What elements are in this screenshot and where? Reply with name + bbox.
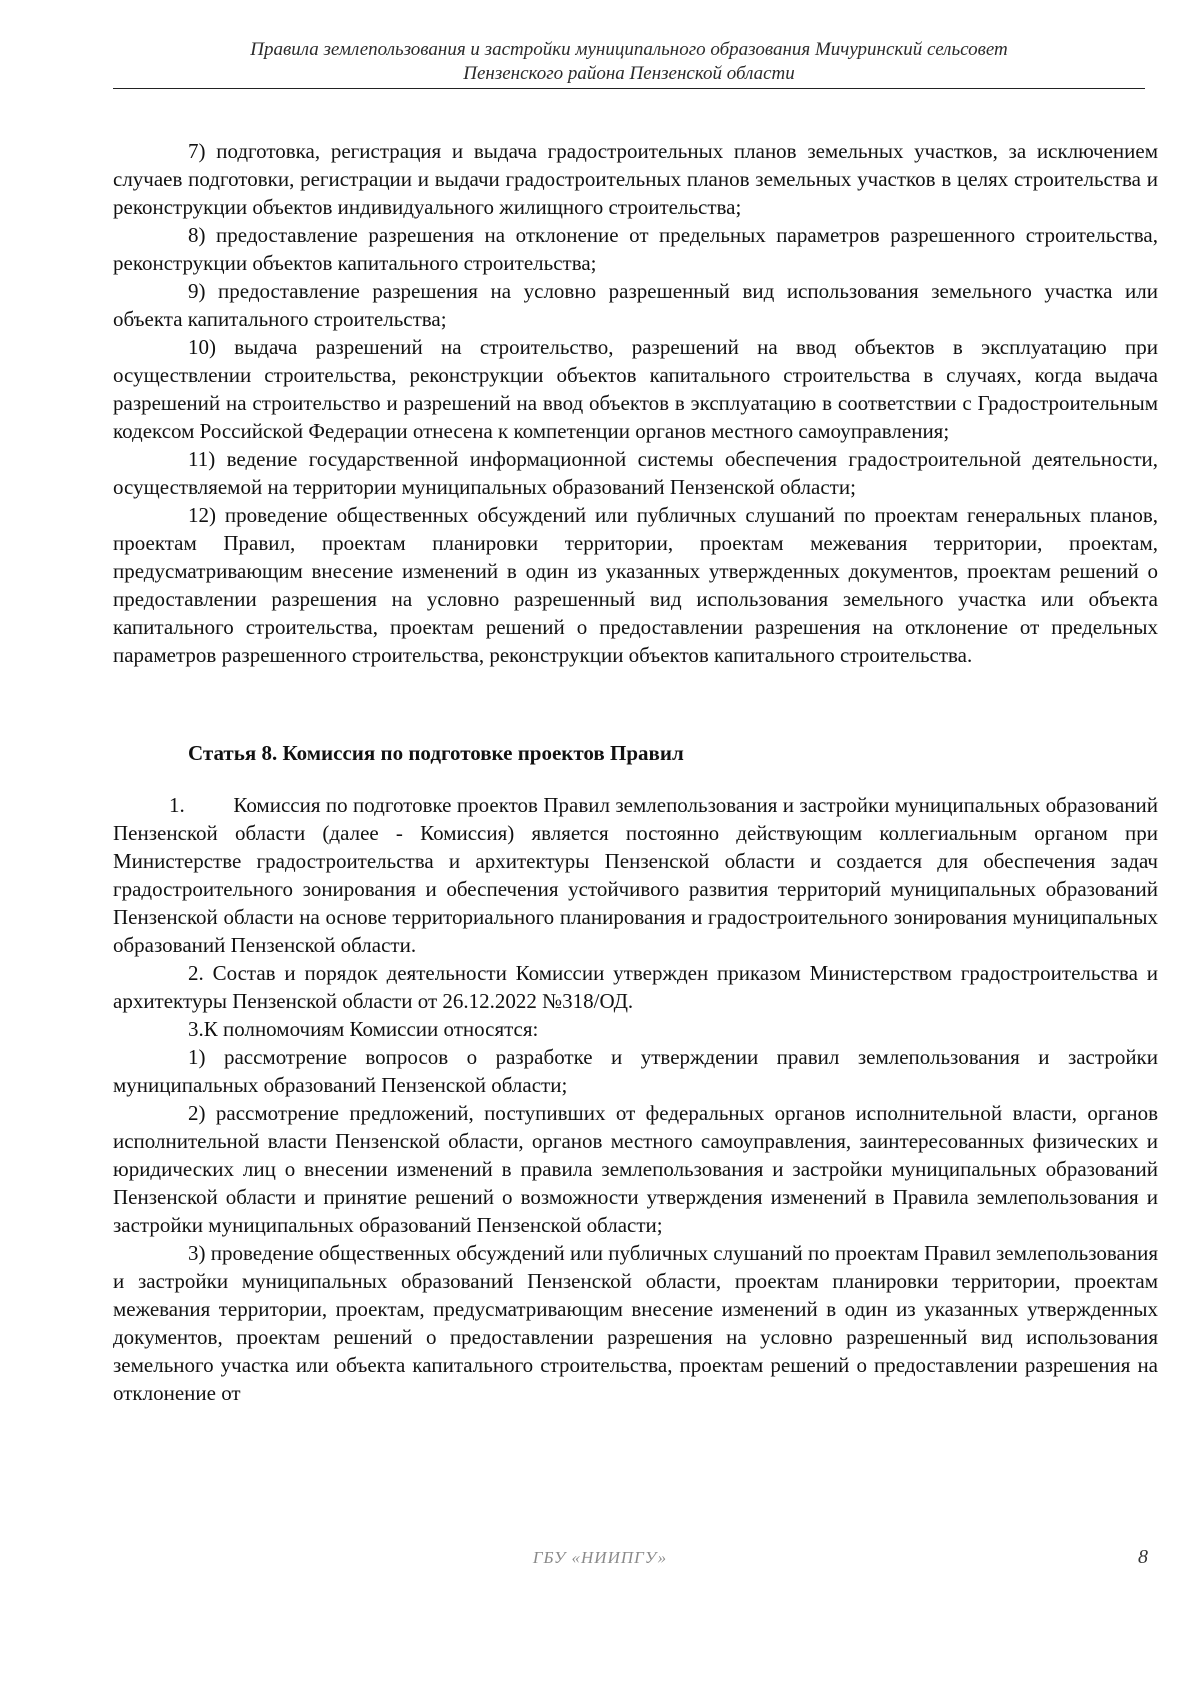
spacer — [113, 669, 1158, 739]
powers-item-3: 3) проведение общественных обсуждений или публичных слушаний по проектам Правил землепользования и застройки муниципальных образований Пензенской области, проектам планировки территории, проектам межевания территории, проектам, предусматривающим внесение изменений в один из указанных утвержденных документов, проектам решений о предоставлении разрешения на условно разрешенный вид использования земельного участка или объекта капитального строительства, проектам решений о предоставлении разрешения на отклонение от — [113, 1241, 1158, 1405]
footer-organization: ГБУ «НИИПГУ» — [532, 1548, 668, 1567]
header-line-2: Пензенского района Пензенской области — [463, 63, 795, 84]
list-item-8: 8) предоставление разрешения на отклонение от предельных параметров разрешенного строительства, реконструкции объектов капитального строительства; — [113, 223, 1158, 275]
page-number: 8 — [1138, 1546, 1148, 1568]
body-text — [113, 137, 1158, 1407]
list-item-12: 12) проведение общественных обсуждений или публичных слушаний по проектам генеральных планов, проектам Правил, проектам планировки территории, проектам межевания территории, проектам, предусматривающим внесение изменений в один из указанных утвержденных документов, проектам решений о предоставлении разрешения на условно разрешенный вид использования земельного участка или объекта капитального строительства, проектам решений о предоставлении разрешения на отклонение от предельных параметров разрешенного строительства, реконструкции объектов капитального строительства. — [113, 503, 1158, 667]
spacer — [113, 767, 1158, 791]
header-rule — [113, 88, 1145, 89]
article-paragraph-2: 2. Состав и порядок деятельности Комиссии утвержден приказом Министерством градостроительства и архитектуры Пензенской области от 26.12.2022 №318/ОД. — [113, 961, 1158, 1013]
powers-item-1: 1) рассмотрение вопросов о разработке и утверждении правил землепользования и застройки муниципальных образований Пензенской области; — [113, 1045, 1158, 1097]
header-line-1: Правила землепользования и застройки муниципального образования Мичуринский сельсовет — [250, 39, 1008, 60]
list-item-10: 10) выдача разрешений на строительство, разрешений на ввод объектов в эксплуатацию при осуществлении строительства, реконструкции объектов капитального строительства в случаях, когда выдача разрешений на строительство и разрешений на ввод объектов в эксплуатацию в соответствии с Градостроительным кодексом Российской Федерации отнесена к компетенции органов местного самоуправления; — [113, 335, 1158, 443]
running-header — [113, 38, 1145, 86]
list-item-7: 7) подготовка, регистрация и выдача градостроительных планов земельных участков, за исключением случаев подготовки, регистрации и выдачи градостроительных планов земельных участков в целях строительства и реконструкции объектов индивидуального жилищного строительства; — [113, 139, 1158, 219]
article-paragraph-3: 3.К полномочиям Комиссии относятся: — [188, 1017, 539, 1041]
list-item-11: 11) ведение государственной информационной системы обеспечения градостроительной деятельности, осуществляемой на территории муниципальных образований Пензенской области; — [113, 447, 1158, 499]
article-paragraph-1: 1. Комиссия по подготовке проектов Правил землепользования и застройки муниципальных образований Пензенской области (далее - Комиссия) является постоянно действующим коллегиальным органом при Министерстве градостроительства и архитектуры Пензенской области и создается для обеспечения задач градостроительного зонирования и обеспечения устойчивого развития территорий муниципальных образований Пензенской области на основе территориального планирования и градостроительного зонирования муниципальных образований Пензенской области. — [113, 793, 1158, 957]
list-item-9: 9) предоставление разрешения на условно разрешенный вид использования земельного участка или объекта капитального строительства; — [113, 279, 1158, 331]
article-heading: Статья 8. Комиссия по подготовке проектов Правил — [188, 741, 684, 765]
powers-item-2: 2) рассмотрение предложений, поступивших от федеральных органов исполнительной власти, органов исполнительной власти Пензенской области, органов местного самоуправления, заинтересованных физических и юридических лиц о внесении изменений в правила землепользования и застройки муниципальных образований Пензенской области и принятие решений о возможности утверждения изменений в Правила землепользования и застройки муниципальных образований Пензенской области; — [113, 1101, 1158, 1237]
